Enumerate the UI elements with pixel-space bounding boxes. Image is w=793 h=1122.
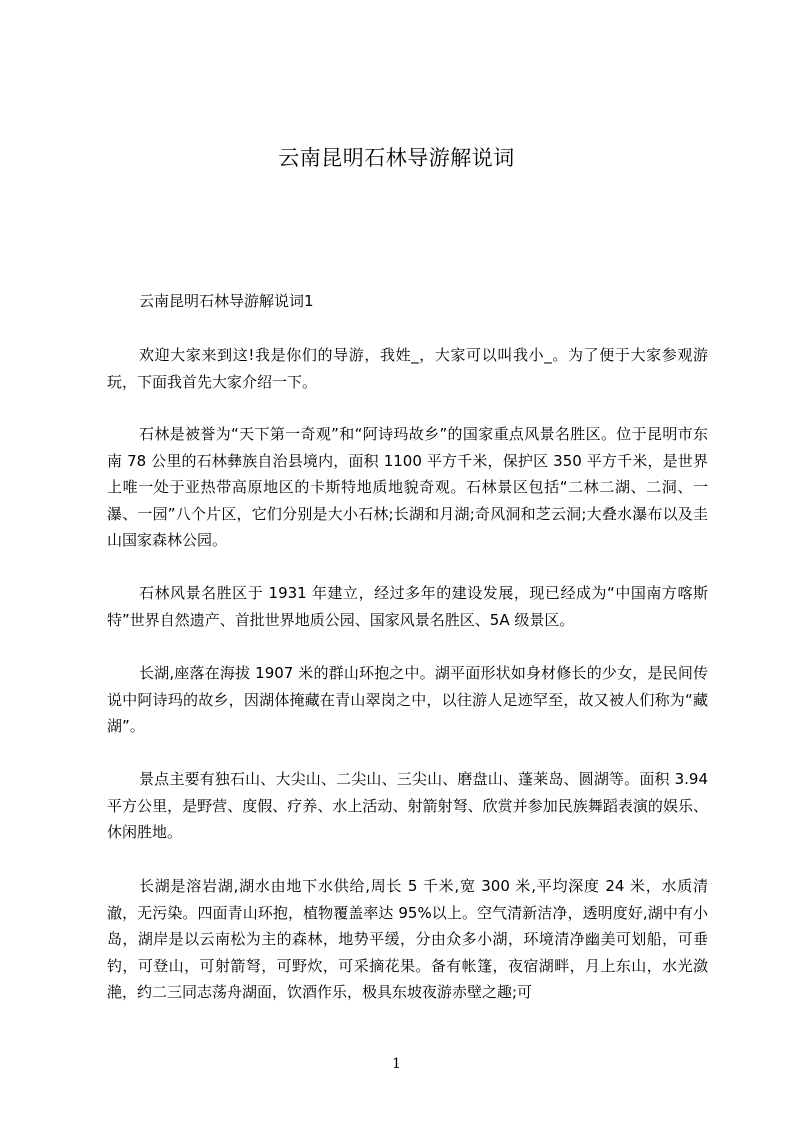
document-title: 云南昆明石林导游解说词 xyxy=(278,146,515,170)
paragraph-welcome: 欢迎大家来到这!我是你们的导游，我姓_，大家可以叫我小_。为了便于大家参观游玩，下面我首先大家介绍一下。 xyxy=(107,346,708,391)
paragraph-history: 石林风景名胜区于 1931 年建立，经过多年的建设发展，现已经成为“中国南方喀斯特”世界自然遗产、首批世界地质公园、国家风景名胜区、5A 级景区。 xyxy=(107,584,708,629)
paragraph-lake-details: 长湖是溶岩湖,湖水由地下水供给,周长 5 千米,宽 300 米,平均深度 24 米，水质清澈，无污染。四面青山环抱，植物覆盖率达 95%以上。空气清新洁净，透明度好,湖中有小岛，湖岸是以云南松为主的森林，地势平缓，分由众多小湖，环境清净幽美可划船，可垂钓，可登山，可射箭弩，可野炊，可采摘花果。备有帐篷，夜宿湖畔，月上东山，水光潋滟，约二三同志荡舟湖面，饮酒作乐，极具东坡夜游赤壁之趣;可 xyxy=(107,877,708,1001)
section-heading: 云南昆明石林导游解说词1 xyxy=(139,292,314,310)
paragraph-long-lake: 长湖,座落在海拔 1907 米的群山环抱之中。湖平面形状如身材修长的少女，是民间传说中阿诗玛的故乡，因湖体掩藏在青山翠岗之中，以往游人足迹罕至，故又被人们称为“藏湖”。 xyxy=(107,664,708,735)
page-number: 1 xyxy=(392,1056,401,1072)
paragraph-overview: 石林是被誉为“天下第一奇观”和“阿诗玛故乡”的国家重点风景名胜区。位于昆明市东南 78 公里的石林彝族自治县境内，面积 1100 平方千米，保护区 350 平方千米，是世界上唯一处于亚热带高原地区的卡斯特地质地貌奇观。石林景区包括“二林二湖、二洞、一瀑、一园”八个片区，它们分别是大小石林;长湖和月湖;奇风洞和芝云洞;大叠水瀑布以及圭山国家森林公园。 xyxy=(107,425,708,549)
paragraph-scenic-spots: 景点主要有独石山、大尖山、二尖山、三尖山、磨盘山、蓬莱岛、圆湖等。面积 3.94 平方公里，是野营、度假、疗养、水上活动、射箭射弩、欣赏并参加民族舞蹈表演的娱乐、休闲胜地。 xyxy=(107,770,708,841)
